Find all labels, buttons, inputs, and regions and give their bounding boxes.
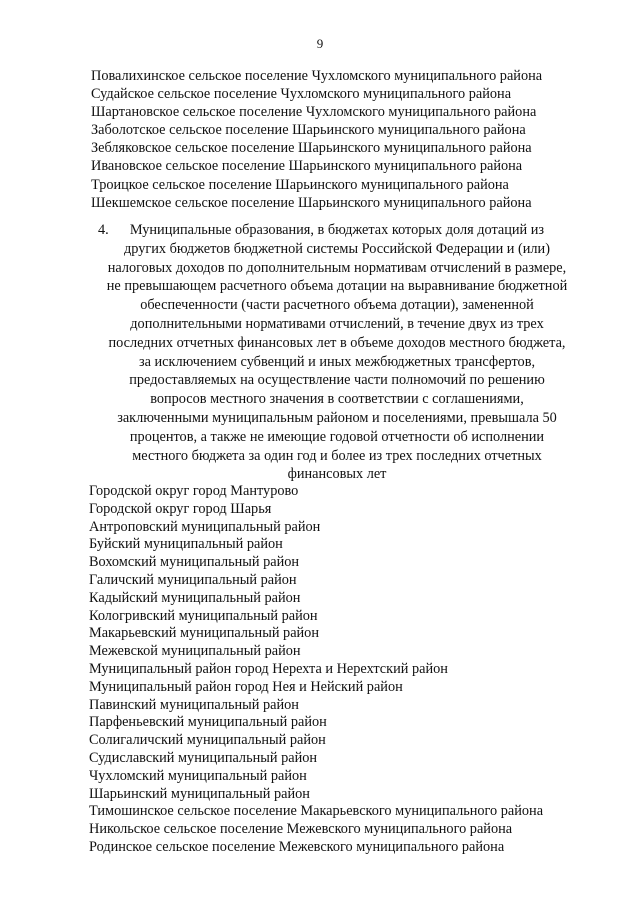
page-number: 9: [316, 36, 324, 51]
list-item: Ивановское сельское поселение Шарьинского муниципального района: [91, 158, 523, 175]
list-item: Парфеньевский муниципальный район: [89, 714, 327, 731]
section-line: финансовых лет: [287, 466, 387, 483]
list-item: Шартановское сельское поселение Чухломского муниципального района: [91, 104, 537, 121]
list-item: Судиславский муниципальный район: [89, 749, 318, 766]
section-line: за исключением субвенций и иных межбюджетных трансфертов,: [138, 353, 536, 370]
list-item: Шарьинский муниципальный район: [89, 785, 310, 802]
list-item: Муниципальный район город Нерехта и Нерехтский район: [89, 660, 448, 677]
list-item: Городской округ город Мантурово: [89, 483, 299, 499]
section-line: дополнительными нормативами отчислений, в течение двух из трех: [130, 315, 544, 332]
section-line: Муниципальные образования, в бюджетах которых доля дотаций из: [129, 222, 545, 238]
municipalities-list-bottom: [89, 483, 543, 857]
section-line: обеспеченности (части расчетного объема дотации), замененной: [140, 297, 534, 314]
list-item: Судайское сельское поселение Чухломского муниципального района: [91, 86, 512, 103]
list-item: Кологривский муниципальный район: [89, 607, 318, 624]
list-item: Шекшемское сельское поселение Шарьинского муниципального района: [91, 194, 532, 211]
list-item: Городской округ город Шарья: [89, 500, 272, 517]
section-line: местного бюджета за один год и более из трех последних отчетных: [132, 447, 542, 464]
list-item: Повалихинское сельское поселение Чухломского муниципального района: [91, 68, 543, 84]
list-item: Заболотское сельское поселение Шарьинского муниципального района: [91, 122, 526, 139]
list-item: Антроповский муниципальный район: [89, 518, 321, 535]
section-line: налоговых доходов по дополнительным нормативам отчислений в размере,: [107, 259, 567, 276]
section-number: 4.: [98, 222, 109, 238]
section-line: последних отчетных финансовых лет в объеме доходов местного бюджета,: [108, 334, 566, 351]
list-item: Тимошинское сельское поселение Макарьевского муниципального района: [89, 803, 544, 820]
section-4-text: [60, 221, 590, 484]
list-item: Чухломский муниципальный район: [89, 767, 307, 784]
section-line: вопросов местного значения в соответствии с соглашениями,: [150, 391, 524, 408]
section-line: предоставляемых на осуществление части полномочий по решению: [129, 372, 545, 389]
list-item: Буйский муниципальный район: [89, 536, 283, 553]
list-item: Троицкое сельское поселение Шарьинского муниципального района: [91, 176, 509, 193]
list-item: Родинское сельское поселение Межевского муниципального района: [89, 838, 505, 855]
list-item: Павинский муниципальный район: [89, 696, 299, 713]
list-item: Солигаличский муниципальный район: [89, 732, 326, 749]
section-line: процентов, а также не имеющие годовой отчетности об исполнении: [129, 428, 545, 445]
section-line: других бюджетов бюджетной системы Российской Федерации и (или): [124, 240, 550, 257]
list-item: Муниципальный район город Нея и Нейский район: [89, 678, 403, 695]
list-item: Макарьевский муниципальный район: [89, 625, 319, 642]
section-4: [60, 221, 590, 484]
settlements-list-top: [91, 67, 542, 212]
list-item: Зебляковское сельское поселение Шарьинского муниципального района: [91, 140, 532, 157]
list-item: Межевской муниципальный район: [89, 643, 301, 660]
section-line: не превышающем расчетного объема дотации на выравнивание бюджетной: [106, 278, 568, 295]
section-line: заключенными муниципальным районом и поселениями, превышала 50: [117, 409, 557, 426]
list-item: Никольское сельское поселение Межевского муниципального района: [89, 821, 513, 838]
list-item: Кадыйский муниципальный район: [89, 589, 301, 606]
list-item: Галичский муниципальный район: [89, 571, 297, 588]
list-item: Вохомский муниципальный район: [89, 554, 300, 571]
